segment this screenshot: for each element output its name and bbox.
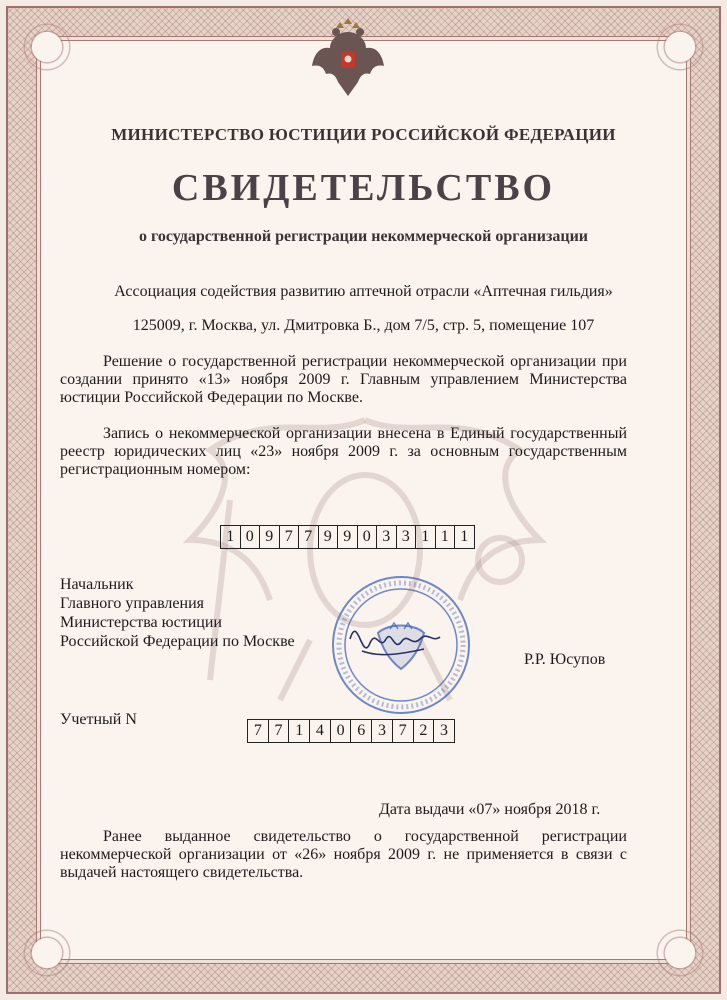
ogrn-digit: 1	[221, 526, 241, 548]
record-paragraph: Запись о некоммерческой организации внесена в Единый государственный реестр юридических лиц «23» ноября 2009 г. за основным государственным регистрационным номером:	[60, 425, 627, 478]
ogrn-digit: 7	[299, 526, 319, 548]
account-digit: 3	[372, 720, 393, 742]
ogrn-digit: 7	[280, 526, 300, 548]
ogrn-digit: 9	[338, 526, 358, 548]
ogrn-digit: 3	[377, 526, 397, 548]
decision-paragraph: Решение о государственной регистрации некоммерческой организации при создании принято «13» ноября 2009 г. Главным управлением Министерства юстиции Российской Федерации по Москве.	[60, 353, 627, 406]
account-digit: 3	[440, 722, 449, 739]
account-digit: 4	[310, 720, 331, 742]
ogrn-digit: 1	[436, 526, 456, 548]
account-digit: 2	[414, 720, 435, 742]
corner-ornament	[12, 918, 82, 988]
issue-date: Дата выдачи «07» ноября 2018 г.	[379, 801, 601, 818]
ministry-heading: МИНИСТЕРСТВО ЮСТИЦИИ РОССИЙСКОЙ ФЕДЕРАЦИИ	[111, 125, 616, 144]
ogrn-digit: 1	[416, 526, 436, 548]
account-digit: 7	[248, 720, 269, 742]
ogrn-digit: 9	[319, 526, 339, 548]
account-digit: 6	[351, 720, 372, 742]
account-number-label: Учетный N	[60, 711, 137, 728]
corner-ornament	[645, 12, 715, 82]
ogrn-digit: 3	[397, 526, 417, 548]
registration-number-boxes	[220, 525, 475, 549]
ogrn-digit: 1	[460, 528, 469, 545]
account-number-boxes	[247, 719, 455, 743]
official-line: Начальник	[60, 576, 134, 593]
account-digit: 7	[393, 720, 414, 742]
corner-ornament	[645, 918, 715, 988]
organization-address: 125009, г. Москва, ул. Дмитровка Б., дом 7/5, стр. 5, помещение 107	[132, 317, 595, 334]
ogrn-digit: 9	[260, 526, 280, 548]
official-line: Российской Федерации по Москве	[60, 633, 295, 650]
ogrn-digit: 0	[241, 526, 261, 548]
official-seal-icon	[328, 573, 474, 717]
certificate-subtitle: о государственной регистрации некоммерческой организации	[138, 228, 589, 245]
official-line: Главного управления	[60, 595, 204, 612]
official-title	[60, 575, 295, 651]
ogrn-digit: 0	[358, 526, 378, 548]
certificate-title: СВИДЕТЕЛЬСТВО	[171, 167, 556, 209]
corner-ornament	[12, 12, 82, 82]
organization-name: Ассоциация содействия развитию аптечной отрасли «Аптечная гильдия»	[114, 283, 613, 300]
official-line: Министерства юстиции	[60, 614, 222, 631]
account-digit: 1	[289, 720, 310, 742]
coat-of-arms-icon	[310, 18, 386, 102]
previous-certificate-paragraph: Ранее выданное свидетельство о государственной регистрации некоммерческой организации от «26» ноября 2009 г. не применяется в связи с выдачей настоящего свидетельства.	[60, 828, 627, 881]
signer-name: Р.Р. Юсупов	[524, 651, 606, 668]
account-digit: 0	[331, 720, 352, 742]
account-digit: 7	[269, 720, 290, 742]
